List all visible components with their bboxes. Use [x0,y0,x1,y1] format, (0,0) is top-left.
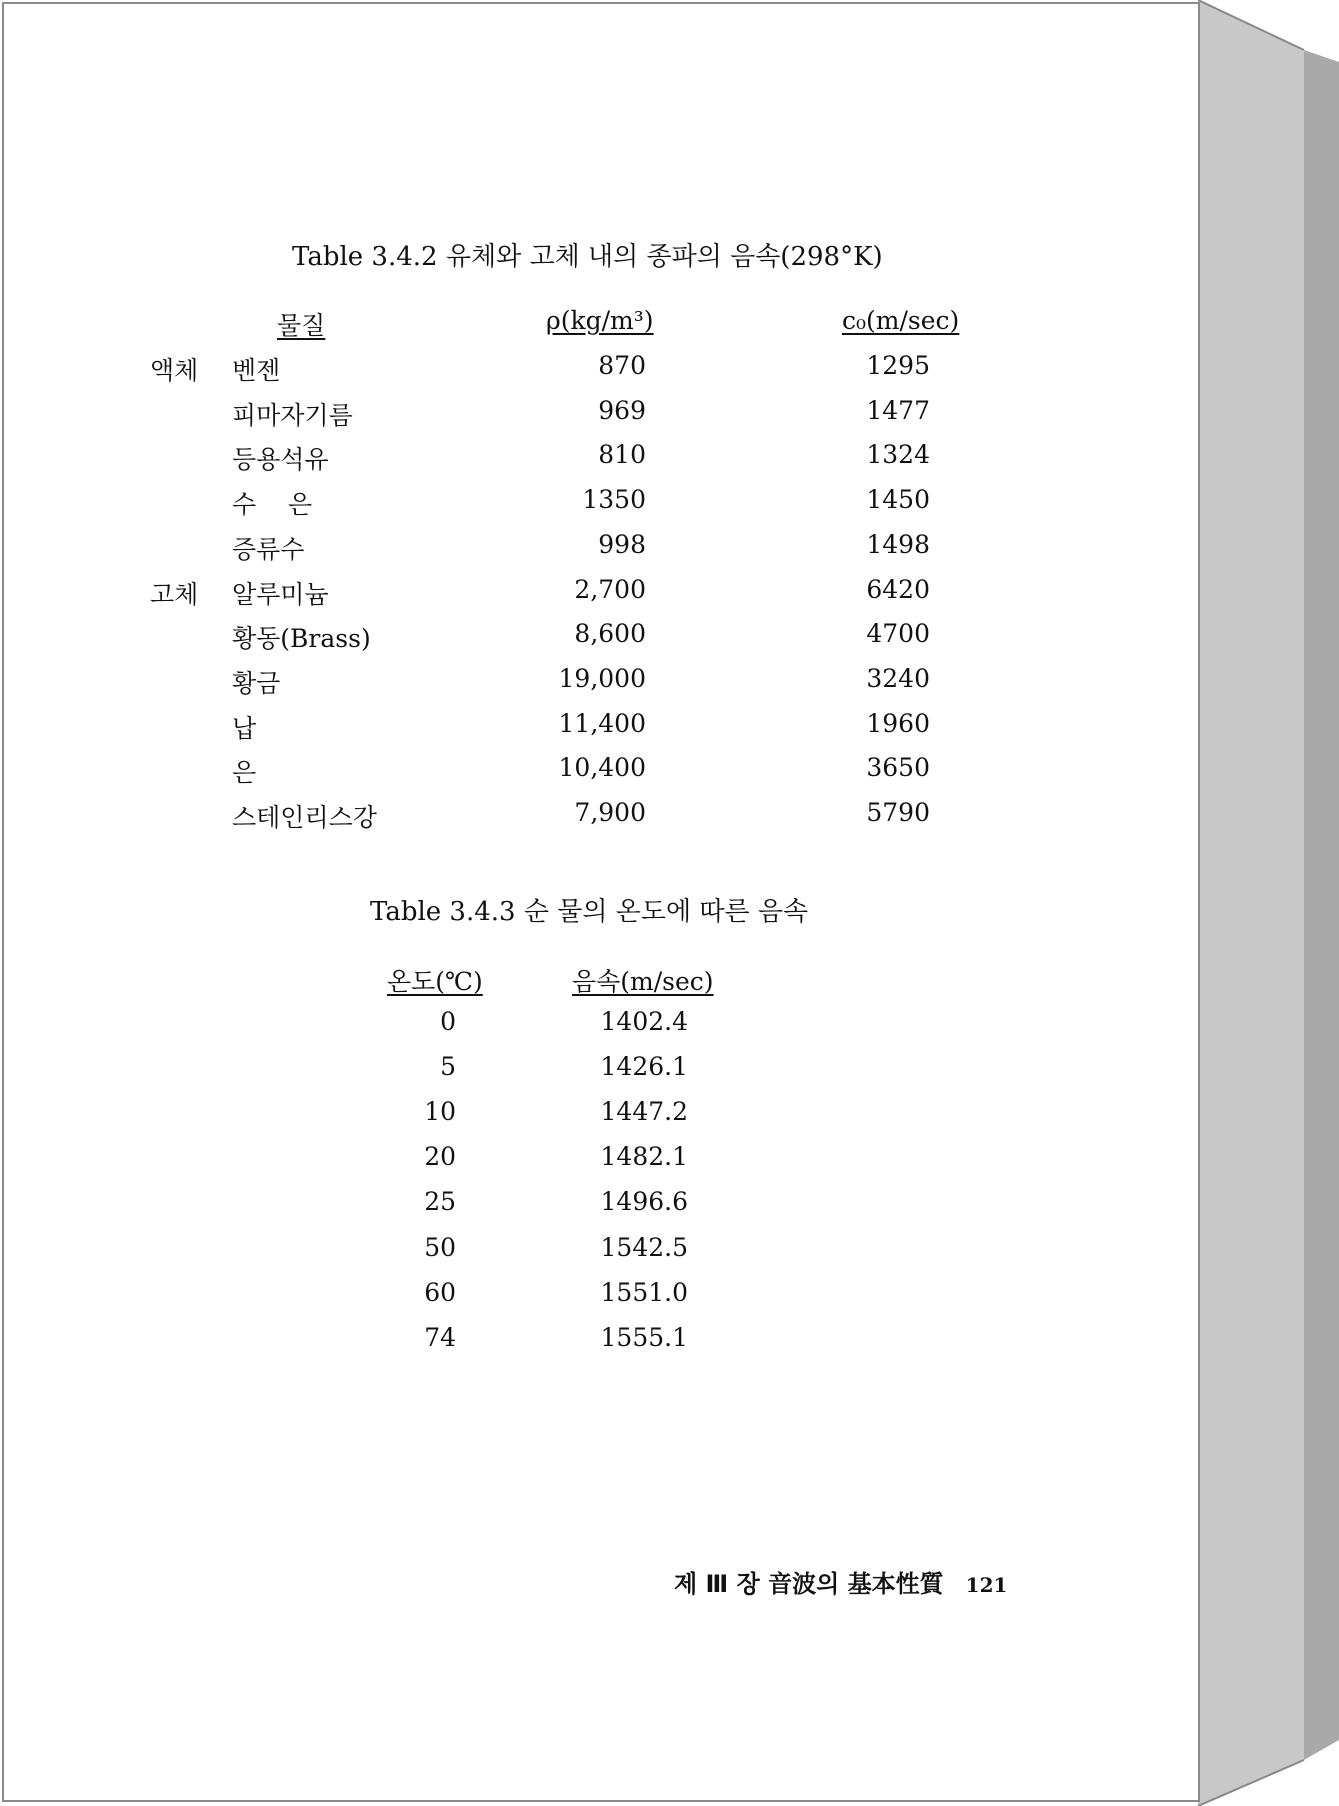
temperature-value: 5 [440,1052,456,1082]
speed-value: 1498 [866,529,930,559]
density-value: 19,000 [558,663,646,693]
book-side-shading [1198,0,1339,1806]
temperature-value: 60 [424,1277,456,1307]
material-name: 황동(Brass) [232,624,371,654]
speed-value: 1477 [866,395,930,425]
table1-title: Table 3.4.2 유체와 고체 내의 종파의 음속(298°K) [292,242,883,272]
header-speed: c₀(m/sec) [842,306,960,335]
page-number: 121 [965,1573,1008,1597]
material-name: 피마자기름 [232,400,353,430]
header-temperature: 온도(℃) [387,967,483,996]
density-value: 2,700 [574,574,646,604]
speed-value: 1324 [866,440,930,470]
sound-speed-value: 1551.0 [600,1277,688,1307]
speed-value: 1295 [866,351,930,380]
density-value: 870 [598,351,646,380]
speed-value: 4700 [866,619,930,649]
sound-speed-value: 1447.2 [600,1097,688,1127]
speed-value: 5790 [866,798,930,827]
sound-speed-value: 1542.5 [600,1232,688,1262]
material-name: 증류수 [232,534,305,564]
speed-value: 1960 [866,708,930,738]
sound-speed-value: 1482.1 [600,1142,688,1172]
temperature-value: 74 [424,1322,456,1352]
material-name: 등용석유 [232,445,329,475]
material-name: 수 은 [232,490,313,520]
speed-value: 3650 [866,753,930,783]
group-label: 고체 [150,579,199,609]
density-value: 7,900 [574,798,646,827]
temperature-value: 0 [440,1007,456,1036]
header-sound-speed: 음속(m/sec) [572,967,714,996]
chapter-title: 제 Ⅲ 장 音波의 基本性質 [674,1570,944,1598]
group-label: 액체 [150,356,199,385]
material-name: 스테인리스강 [232,803,377,832]
table2-title: Table 3.4.3 순 물의 온도에 따른 음속 [370,897,809,927]
material-name: 은 [232,758,257,788]
material-name: 벤젠 [232,356,281,385]
temperature-value: 20 [424,1142,456,1172]
material-name: 납 [232,713,257,743]
density-value: 998 [598,529,646,559]
header-density: ρ(kg/m³) [546,306,654,335]
density-value: 1350 [582,485,646,515]
speed-value: 1450 [866,485,930,515]
sound-speed-value: 1496.6 [600,1187,688,1217]
sound-speed-value: 1555.1 [600,1322,688,1352]
density-value: 969 [598,395,646,425]
density-value: 810 [598,440,646,470]
temperature-value: 25 [424,1187,456,1217]
sound-speed-value: 1426.1 [600,1052,688,1082]
document-page [2,2,1200,1802]
density-value: 11,400 [558,708,646,738]
density-value: 10,400 [558,753,646,783]
temperature-value: 50 [424,1232,456,1262]
page-footer [674,1564,1007,1599]
sound-speed-value: 1402.4 [600,1007,688,1036]
speed-value: 3240 [866,663,930,693]
speed-value: 6420 [866,574,930,604]
material-name: 황금 [232,668,281,698]
density-value: 8,600 [574,619,646,649]
header-material: 물질 [277,311,326,340]
temperature-value: 10 [424,1097,456,1127]
material-name: 알루미늄 [232,579,329,609]
